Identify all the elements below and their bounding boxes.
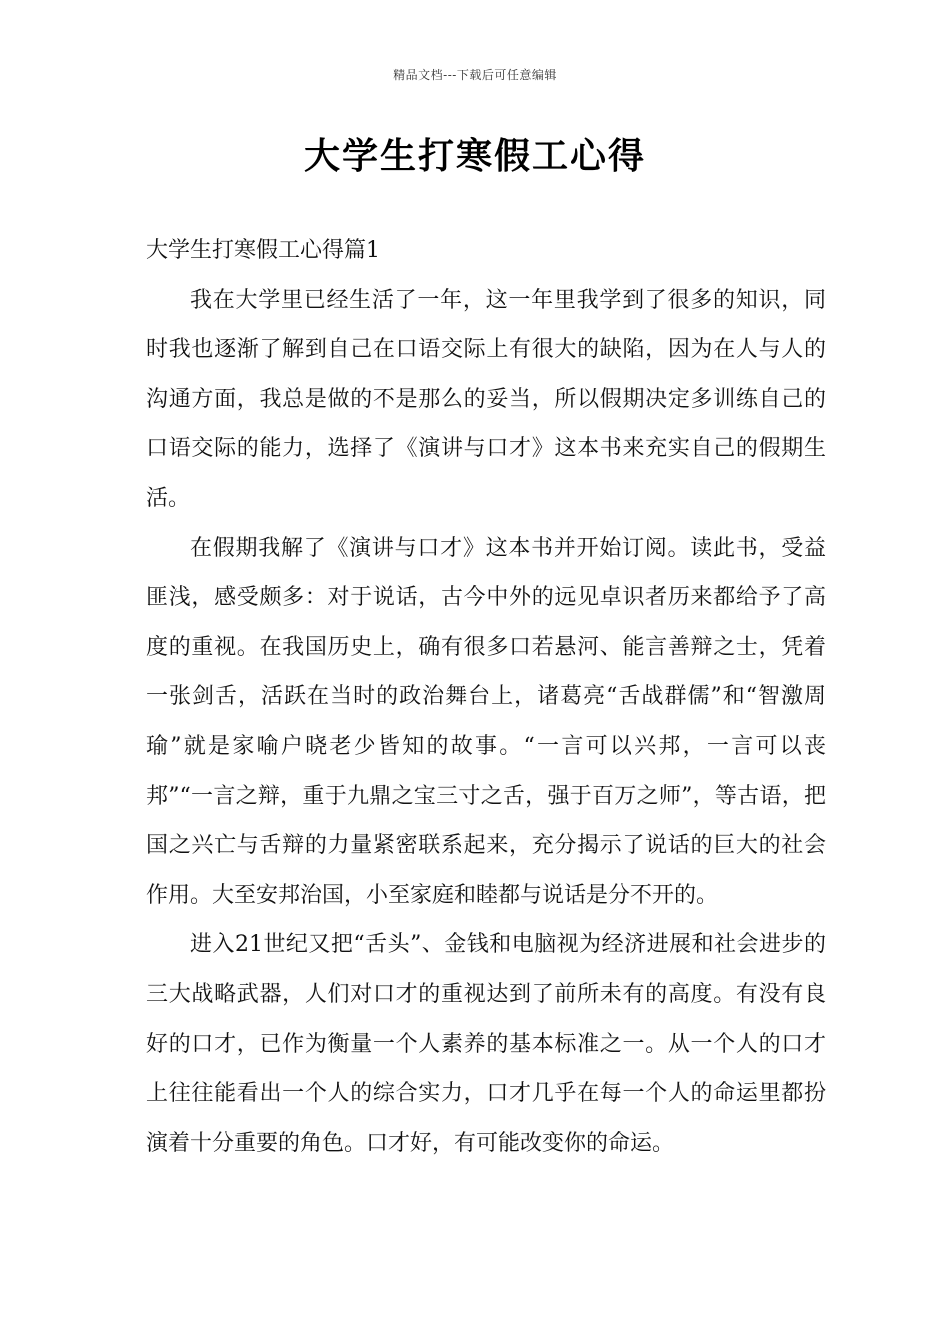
paragraph-2: 在假期我解了《演讲与口才》这本书并开始订阅。读此书，受益匪浅，感受颇多：对于说话，古今中外的远见卓识者历来都给予了高度的重视。在我国历史上，确有很多口若悬河、能言善辩之士，凭着一张剑舌，活跃在当时的政治舞台上，诸葛亮“舌战群儒”和“智激周瑜”就是家喻户晓老少皆知的故事。“一言可以兴邦，一言可以丧邦”“一言之辩，重于九鼎之宝三寸之舌，强于百万之师”，等古语，把国之兴亡与舌辩的力量紧密联系起来，充分揭示了说话的巨大的社会作用。大至安邦治国，小至家庭和睦都与说话是分不开的。 (146, 535, 826, 908)
document-title: 大学生打寒假工心得 (303, 136, 646, 177)
paragraph-1: 我在大学里已经生活了一年，这一年里我学到了很多的知识，同时我也逐渐了解到自己在口语交际上有很大的缺陷，因为在人与人的沟通方面，我总是做的不是那么的妥当，所以假期决定多训练自己的口语交际的能力，选择了《演讲与口才》这本书来充实自己的假期生活。 (146, 287, 826, 511)
paragraph-3: 进入21世纪又把“舌头”、金钱和电脑视为经济进展和社会进步的三大战略武器，人们对口才的重视达到了前所未有的高度。有没有良好的口才，已作为衡量一个人素养的基本标准之一。从一个人的口才上往往能看出一个人的综合实力，口才几乎在每一个人的命运里都扮演着十分重要的角色。口才好，有可能改变你的命运。 (146, 932, 826, 1156)
section-heading: 大学生打寒假工心得篇1 (146, 238, 380, 263)
header-note: 精品文档---下载后可任意编辑 (393, 68, 557, 82)
document-body (146, 226, 826, 1168)
